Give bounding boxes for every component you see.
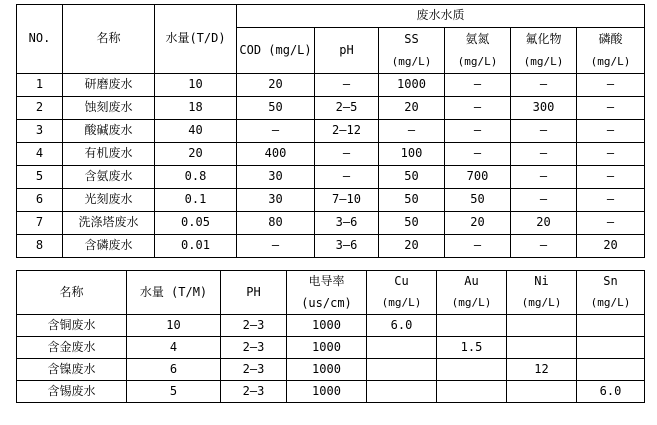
table-row: [17, 381, 645, 403]
table-row: [17, 166, 645, 189]
unit-ammonia: (mg/L): [445, 51, 511, 74]
header-sn: Sn: [577, 271, 645, 293]
cell-no: 7: [17, 212, 63, 235]
cell-flow: 0.05: [155, 212, 237, 235]
cell-cond: 1000: [287, 359, 367, 381]
cell-fluoride: 300: [511, 97, 577, 120]
table-row: [17, 359, 645, 381]
cell-name: 洗涤塔废水: [63, 212, 155, 235]
cell-name: 含氨废水: [63, 166, 155, 189]
cell-ss: 100: [379, 143, 445, 166]
cell-flow: 0.1: [155, 189, 237, 212]
cell-phosphate: –: [577, 143, 645, 166]
cell-cod: –: [237, 120, 315, 143]
cell-name: 含锡废水: [17, 381, 127, 403]
cell-ni: [507, 337, 577, 359]
table-row: [17, 212, 645, 235]
cell-ni: [507, 381, 577, 403]
header-row: [17, 5, 645, 28]
header-ph: PH: [221, 271, 287, 315]
cell-ni: [507, 315, 577, 337]
cell-ammonia: 50: [445, 189, 511, 212]
cell-flow: 40: [155, 120, 237, 143]
cell-ph: 3–6: [315, 235, 379, 258]
cell-cod: 400: [237, 143, 315, 166]
cell-ss: 1000: [379, 74, 445, 97]
cell-no: 2: [17, 97, 63, 120]
table-row: [17, 337, 645, 359]
cell-fluoride: –: [511, 120, 577, 143]
cell-fluoride: –: [511, 235, 577, 258]
cell-sn: [577, 315, 645, 337]
cell-no: 8: [17, 235, 63, 258]
cell-phosphate: –: [577, 120, 645, 143]
cell-ammonia: –: [445, 74, 511, 97]
cell-ph: 3–6: [315, 212, 379, 235]
header-flow: 水量(T/D): [155, 5, 237, 74]
header-ph: pH: [315, 28, 379, 74]
header-name: 名称: [63, 5, 155, 74]
cell-name: 含镍废水: [17, 359, 127, 381]
cell-cu: [367, 359, 437, 381]
cell-ss: 50: [379, 212, 445, 235]
cell-au: 1.5: [437, 337, 507, 359]
cell-flow: 10: [155, 74, 237, 97]
cell-phosphate: –: [577, 212, 645, 235]
cell-no: 1: [17, 74, 63, 97]
cell-phosphate: –: [577, 97, 645, 120]
wastewater-quality-table: [16, 4, 645, 258]
cell-flow: 0.8: [155, 166, 237, 189]
unit-au: (mg/L): [437, 293, 507, 315]
header-phosphate: 磷酸: [577, 28, 645, 51]
cell-ss: 20: [379, 97, 445, 120]
table-row: [17, 315, 645, 337]
table-row: [17, 97, 645, 120]
cell-name: 研磨废水: [63, 74, 155, 97]
cell-fluoride: –: [511, 189, 577, 212]
header-row: [17, 271, 645, 293]
cell-ss: 50: [379, 166, 445, 189]
table-row: [17, 189, 645, 212]
cell-fluoride: –: [511, 74, 577, 97]
header-ss: SS: [379, 28, 445, 51]
cell-name: 含金废水: [17, 337, 127, 359]
cell-ph: –: [315, 166, 379, 189]
cell-cod: 30: [237, 166, 315, 189]
cell-ph: 2–5: [315, 97, 379, 120]
cell-cod: 20: [237, 74, 315, 97]
cell-ammonia: 700: [445, 166, 511, 189]
cell-au: [437, 359, 507, 381]
cell-cond: 1000: [287, 381, 367, 403]
cell-ph: 2–3: [221, 315, 287, 337]
cell-no: 4: [17, 143, 63, 166]
header-conductivity: 电导率: [287, 271, 367, 293]
cell-ph: 2–3: [221, 337, 287, 359]
cell-sn: 6.0: [577, 381, 645, 403]
cell-flow: 0.01: [155, 235, 237, 258]
unit-ni: (mg/L): [507, 293, 577, 315]
cell-ph: 2–12: [315, 120, 379, 143]
cell-no: 6: [17, 189, 63, 212]
cell-flow: 10: [127, 315, 221, 337]
cell-ammonia: –: [445, 143, 511, 166]
cell-cu: 6.0: [367, 315, 437, 337]
cell-fluoride: –: [511, 143, 577, 166]
cell-ammonia: –: [445, 120, 511, 143]
header-cu: Cu: [367, 271, 437, 293]
cell-ph: 2–3: [221, 359, 287, 381]
header-ammonia: 氨氮: [445, 28, 511, 51]
cell-cod: 80: [237, 212, 315, 235]
cell-phosphate: 20: [577, 235, 645, 258]
table-row: [17, 74, 645, 97]
cell-no: 5: [17, 166, 63, 189]
cell-sn: [577, 359, 645, 381]
unit-fluoride: (mg/L): [511, 51, 577, 74]
cell-phosphate: –: [577, 166, 645, 189]
cell-au: [437, 315, 507, 337]
cell-name: 含铜废水: [17, 315, 127, 337]
cell-name: 酸碱废水: [63, 120, 155, 143]
cell-phosphate: –: [577, 189, 645, 212]
cell-no: 3: [17, 120, 63, 143]
cell-ph: 7–10: [315, 189, 379, 212]
cell-au: [437, 381, 507, 403]
cell-ammonia: 20: [445, 212, 511, 235]
cell-name: 有机废水: [63, 143, 155, 166]
unit-conductivity: (us/cm): [287, 293, 367, 315]
cell-cod: 30: [237, 189, 315, 212]
header-au: Au: [437, 271, 507, 293]
header-name: 名称: [17, 271, 127, 315]
header-cod: COD (mg/L): [237, 28, 315, 74]
header-fluoride: 氟化物: [511, 28, 577, 51]
cell-flow: 18: [155, 97, 237, 120]
unit-cu: (mg/L): [367, 293, 437, 315]
cell-cond: 1000: [287, 315, 367, 337]
cell-fluoride: –: [511, 166, 577, 189]
cell-ammonia: –: [445, 97, 511, 120]
cell-ph: 2–3: [221, 381, 287, 403]
cell-cu: [367, 337, 437, 359]
cell-name: 光刻废水: [63, 189, 155, 212]
header-no: NO.: [17, 5, 63, 74]
cell-ph: –: [315, 74, 379, 97]
cell-ss: 50: [379, 189, 445, 212]
table-row: [17, 235, 645, 258]
table-row: [17, 143, 645, 166]
cell-flow: 20: [155, 143, 237, 166]
unit-ss: (mg/L): [379, 51, 445, 74]
cell-name: 含磷废水: [63, 235, 155, 258]
cell-flow: 6: [127, 359, 221, 381]
heavy-metal-wastewater-table: [16, 270, 645, 403]
header-flow: 水量 (T/M): [127, 271, 221, 315]
cell-ni: 12: [507, 359, 577, 381]
cell-name: 蚀刻废水: [63, 97, 155, 120]
cell-cu: [367, 381, 437, 403]
cell-sn: [577, 337, 645, 359]
header-group-quality: 废水水质: [237, 5, 645, 28]
cell-ss: –: [379, 120, 445, 143]
cell-cod: 50: [237, 97, 315, 120]
header-ni: Ni: [507, 271, 577, 293]
cell-ss: 20: [379, 235, 445, 258]
table-row: [17, 120, 645, 143]
cell-cod: –: [237, 235, 315, 258]
unit-phosphate: (mg/L): [577, 51, 645, 74]
cell-phosphate: –: [577, 74, 645, 97]
cell-ph: –: [315, 143, 379, 166]
cell-cond: 1000: [287, 337, 367, 359]
cell-flow: 5: [127, 381, 221, 403]
cell-ammonia: –: [445, 235, 511, 258]
cell-flow: 4: [127, 337, 221, 359]
cell-fluoride: 20: [511, 212, 577, 235]
unit-sn: (mg/L): [577, 293, 645, 315]
